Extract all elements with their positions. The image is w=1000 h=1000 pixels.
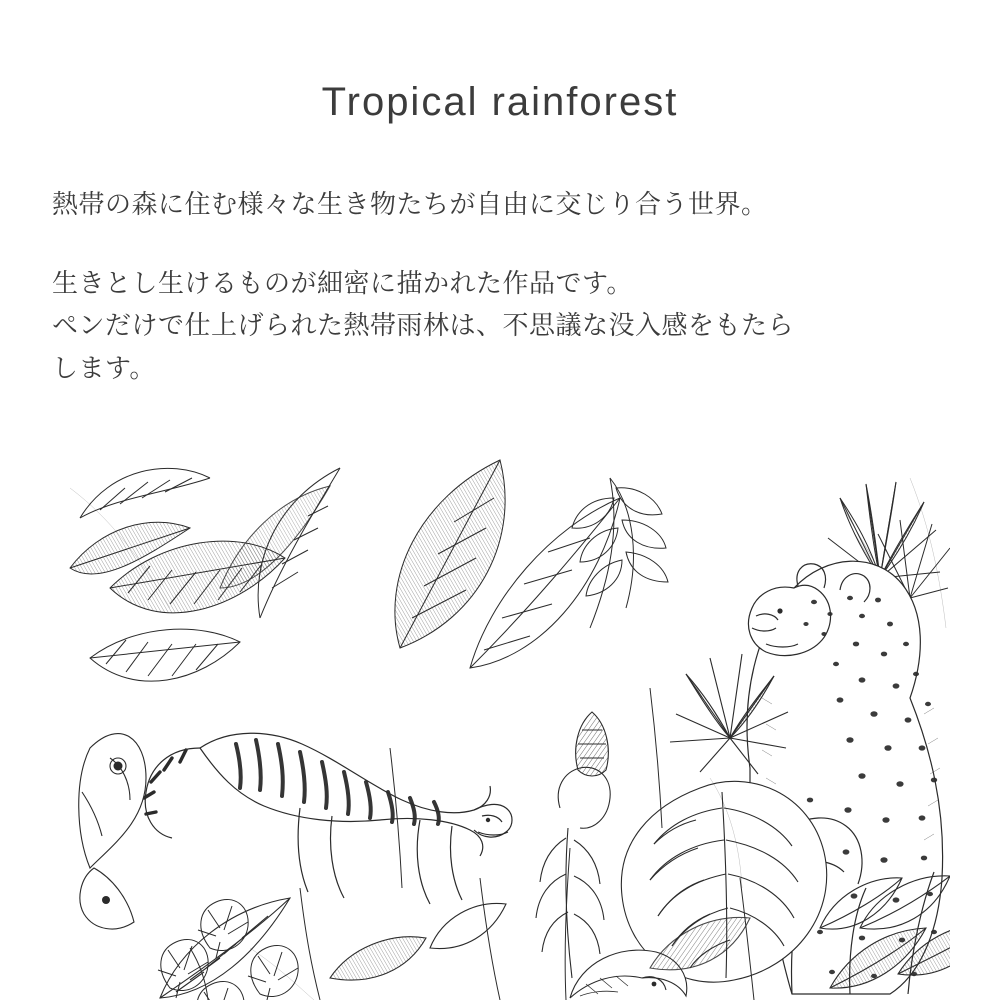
description-paragraph: [52, 262, 948, 388]
body-copy: [0, 184, 1000, 389]
page-title: Tropical rainforest: [321, 80, 679, 124]
lead-paragraph: 熱帯の森に住む様々な生き物たちが自由に交じり合う世界。: [52, 189, 768, 219]
description-line-2: ペンだけで仕上げられた熱帯雨林は、不思議な没入感をもたら: [52, 310, 795, 341]
artwork-image: [50, 448, 950, 1000]
description-line-1: 生きとし生けるものが細密に描かれた作品です。: [52, 268, 633, 299]
description-line-3: します。: [52, 352, 156, 383]
